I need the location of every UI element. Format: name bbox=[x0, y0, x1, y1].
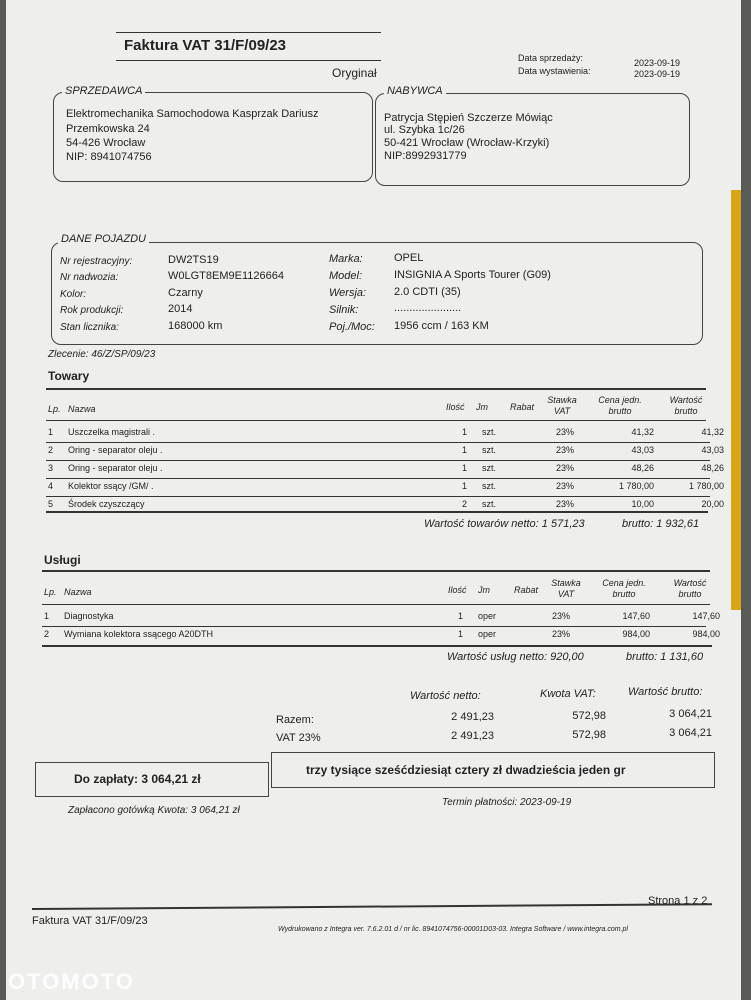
summary-row-label: VAT 23% bbox=[276, 732, 321, 744]
table-row bbox=[42, 608, 720, 626]
cell-name: Kolektor ssący /GM/ . bbox=[68, 481, 154, 491]
table-row bbox=[46, 460, 724, 478]
vehicle-mileage-value: 168000 km bbox=[168, 320, 223, 332]
cell-unit-price: 147,60 bbox=[622, 611, 650, 621]
seller-heading: SPRZEDAWCA bbox=[62, 85, 145, 97]
services-gross-total: brutto: 1 131,60 bbox=[626, 651, 704, 663]
vehicle-capacity-value: 1956 ccm / 163 KM bbox=[394, 320, 489, 332]
goods-col-qty: Ilość bbox=[446, 402, 465, 412]
divider bbox=[42, 570, 710, 572]
cell-unit-price: 10,00 bbox=[631, 499, 654, 509]
cell-lp: 1 bbox=[44, 611, 50, 621]
table-row bbox=[46, 478, 724, 496]
order-number: Zlecenie: 46/Z/SP/09/23 bbox=[48, 349, 156, 360]
cell-unit: szt. bbox=[482, 427, 497, 437]
sale-date-label: Data sprzedaży: bbox=[518, 53, 584, 63]
footer-printed-by: Wydrukowano z Integra ver. 7.6.2.01 d / nr lic. 8941074756-00001D03-03. Integra Software / www.integra.com.pl bbox=[278, 926, 628, 933]
cell-unit: szt. bbox=[482, 481, 497, 491]
summary-vat-label: Kwota VAT: bbox=[540, 688, 596, 700]
buyer-heading: NABYWCA bbox=[384, 85, 446, 97]
seller-nip: NIP: 8941074756 bbox=[66, 151, 152, 163]
summary-row-label: Razem: bbox=[276, 714, 314, 726]
background-strip bbox=[731, 190, 741, 610]
cell-name: Uszczelka magistrali . bbox=[68, 427, 156, 437]
services-col-lp: Lp. bbox=[44, 587, 57, 597]
summary-row-net: 2 491,23 bbox=[451, 730, 494, 742]
cell-unit-price: 41,32 bbox=[631, 427, 654, 437]
cell-gross: 1 780,00 bbox=[688, 481, 724, 491]
cell-unit: szt. bbox=[482, 445, 497, 455]
cell-vat: 23% bbox=[552, 629, 571, 639]
table-row bbox=[46, 424, 724, 442]
goods-heading: Towary bbox=[48, 369, 90, 383]
summary-row-vat: 572,98 bbox=[572, 729, 606, 741]
cell-name: Oring - separator oleju . bbox=[68, 463, 163, 473]
services-col-vat: Stawka VAT bbox=[551, 578, 581, 599]
cell-gross: 48,26 bbox=[701, 463, 724, 473]
cell-lp: 2 bbox=[48, 445, 54, 455]
vehicle-reg-label: Nr rejestracyjny: bbox=[60, 256, 133, 267]
buyer-city: 50-421 Wrocław (Wrocław-Krzyki) bbox=[384, 137, 550, 149]
issue-date-value: 2023-09-19 bbox=[634, 69, 681, 79]
services-col-gross: Wartość brutto bbox=[673, 578, 707, 599]
cell-qty: 1 bbox=[462, 427, 468, 437]
services-col-discount: Rabat bbox=[514, 585, 539, 595]
vehicle-color-value: Czarny bbox=[168, 287, 203, 299]
services-col-name: Nazwa bbox=[64, 587, 92, 597]
services-net-total: Wartość usług netto: 920,00 bbox=[447, 651, 584, 663]
services-col-qty: Ilość bbox=[448, 585, 467, 595]
goods-col-vat: Stawka VAT bbox=[547, 395, 577, 416]
vehicle-box bbox=[51, 242, 703, 345]
services-col-unit: Jm bbox=[478, 585, 490, 595]
seller-city: 54-426 Wrocław bbox=[66, 137, 146, 149]
cell-unit-price: 43,03 bbox=[631, 445, 654, 455]
cell-gross: 147,60 bbox=[692, 611, 720, 621]
cell-qty: 1 bbox=[458, 611, 464, 621]
divider bbox=[46, 511, 708, 513]
goods-col-name: Nazwa bbox=[68, 404, 96, 414]
amount-due: Do zapłaty: 3 064,21 zł bbox=[74, 772, 201, 786]
vehicle-heading: DANE POJAZDU bbox=[58, 233, 149, 245]
buyer-name: Patrycja Stępień Szczerze Mówiąc bbox=[384, 112, 553, 124]
summary-net-label: Wartość netto: bbox=[410, 690, 481, 702]
cell-qty: 2 bbox=[462, 499, 468, 509]
cell-vat: 23% bbox=[556, 463, 575, 473]
cell-vat: 23% bbox=[556, 481, 575, 491]
vehicle-version-value: 2.0 CDTI (35) bbox=[394, 286, 461, 298]
goods-col-unit-price: Cena jedn. brutto bbox=[598, 395, 642, 416]
vehicle-model-value: INSIGNIA A Sports Tourer (G09) bbox=[394, 269, 551, 281]
issue-date-label: Data wystawienia: bbox=[518, 66, 591, 76]
goods-col-lp: Lp. bbox=[48, 404, 61, 414]
vehicle-vin-value: W0LGT8EM9E1126664 bbox=[168, 270, 284, 282]
cell-name: Wymiana kolektora ssącego A20DTH bbox=[64, 629, 213, 639]
vehicle-version-label: Wersja: bbox=[329, 287, 367, 299]
buyer-street: ul. Szybka 1c/26 bbox=[384, 124, 465, 136]
cell-vat: 23% bbox=[556, 499, 575, 509]
cell-unit: szt. bbox=[482, 499, 497, 509]
seller-name: Elektromechanika Samochodowa Kasprzak Dariusz bbox=[66, 108, 319, 120]
otomoto-watermark: OTOMOTO bbox=[8, 969, 135, 994]
divider bbox=[42, 645, 712, 647]
cell-lp: 4 bbox=[48, 481, 54, 491]
services-col-unit-price: Cena jedn. brutto bbox=[602, 578, 646, 599]
buyer-nip: NIP:8992931779 bbox=[384, 150, 467, 162]
goods-col-discount: Rabat bbox=[510, 402, 535, 412]
cell-lp: 3 bbox=[48, 463, 54, 473]
cell-name: Środek czyszczący bbox=[68, 499, 145, 509]
amount-in-words: trzy tysiące sześćdziesiąt cztery zł dwadzieścia jeden gr bbox=[306, 763, 626, 777]
summary-gross-label: Wartość brutto: bbox=[628, 686, 703, 698]
vehicle-mileage-label: Stan licznika: bbox=[60, 322, 119, 333]
cell-lp: 2 bbox=[44, 629, 50, 639]
goods-col-unit: Jm bbox=[476, 402, 488, 412]
cell-unit: szt. bbox=[482, 463, 497, 473]
goods-gross-total: brutto: 1 932,61 bbox=[622, 518, 700, 530]
vehicle-engine-value: ...................... bbox=[394, 302, 462, 314]
invoice-sheet bbox=[6, 0, 741, 1000]
cell-lp: 1 bbox=[48, 427, 54, 437]
payment-term: Termin płatności: 2023-09-19 bbox=[442, 797, 572, 808]
vehicle-year-value: 2014 bbox=[168, 303, 193, 315]
paid-cash: Zapłacono gotówką Kwota: 3 064,21 zł bbox=[68, 805, 240, 816]
divider bbox=[46, 420, 706, 421]
summary-row-vat: 572,98 bbox=[572, 710, 606, 722]
cell-unit: oper bbox=[478, 629, 497, 639]
cell-gross: 20,00 bbox=[701, 499, 724, 509]
divider bbox=[116, 60, 381, 61]
divider bbox=[32, 903, 712, 910]
divider bbox=[42, 604, 710, 605]
cell-gross: 41,32 bbox=[701, 427, 724, 437]
divider bbox=[116, 32, 381, 33]
summary-row-gross: 3 064,21 bbox=[669, 708, 712, 720]
table-row bbox=[46, 442, 724, 460]
original-label: Oryginał bbox=[332, 66, 377, 80]
cell-unit-price: 984,00 bbox=[622, 629, 650, 639]
vehicle-reg-value: DW2TS19 bbox=[168, 254, 219, 266]
vehicle-color-label: Kolor: bbox=[60, 289, 87, 300]
cell-name: Diagnostyka bbox=[64, 611, 114, 621]
services-heading: Usługi bbox=[44, 553, 81, 567]
cell-lp: 5 bbox=[48, 499, 54, 509]
cell-qty: 1 bbox=[462, 445, 468, 455]
footer-invoice-number: Faktura VAT 31/F/09/23 bbox=[32, 915, 148, 927]
vehicle-engine-label: Silnik: bbox=[329, 304, 359, 316]
cell-gross: 984,00 bbox=[692, 629, 720, 639]
page-number: Strona 1 z 2 bbox=[648, 895, 708, 907]
vehicle-make-value: OPEL bbox=[394, 252, 424, 264]
cell-unit-price: 1 780,00 bbox=[618, 481, 654, 491]
goods-col-gross: Wartość brutto bbox=[669, 395, 703, 416]
goods-net-total: Wartość towarów netto: 1 571,23 bbox=[424, 518, 585, 530]
seller-street: Przemkowska 24 bbox=[66, 123, 150, 135]
vehicle-model-label: Model: bbox=[329, 270, 363, 282]
cell-gross: 43,03 bbox=[701, 445, 724, 455]
cell-qty: 1 bbox=[458, 629, 464, 639]
invoice-title: Faktura VAT 31/F/09/23 bbox=[124, 37, 287, 54]
vehicle-capacity-label: Poj./Moc: bbox=[329, 321, 375, 333]
cell-vat: 23% bbox=[556, 445, 575, 455]
divider bbox=[46, 388, 706, 390]
sale-date-value: 2023-09-19 bbox=[634, 58, 681, 68]
cell-name: Oring - separator oleju . bbox=[68, 445, 163, 455]
vehicle-year-label: Rok produkcji: bbox=[60, 305, 124, 316]
cell-qty: 1 bbox=[462, 463, 468, 473]
summary-row-net: 2 491,23 bbox=[451, 711, 494, 723]
cell-unit: oper bbox=[478, 611, 497, 621]
summary-row-gross: 3 064,21 bbox=[669, 727, 712, 739]
cell-qty: 1 bbox=[462, 481, 468, 491]
cell-vat: 23% bbox=[552, 611, 571, 621]
table-row bbox=[42, 626, 720, 644]
vehicle-vin-label: Nr nadwozia: bbox=[60, 272, 119, 283]
vehicle-make-label: Marka: bbox=[329, 253, 363, 265]
cell-unit-price: 48,26 bbox=[631, 463, 654, 473]
cell-vat: 23% bbox=[556, 427, 575, 437]
